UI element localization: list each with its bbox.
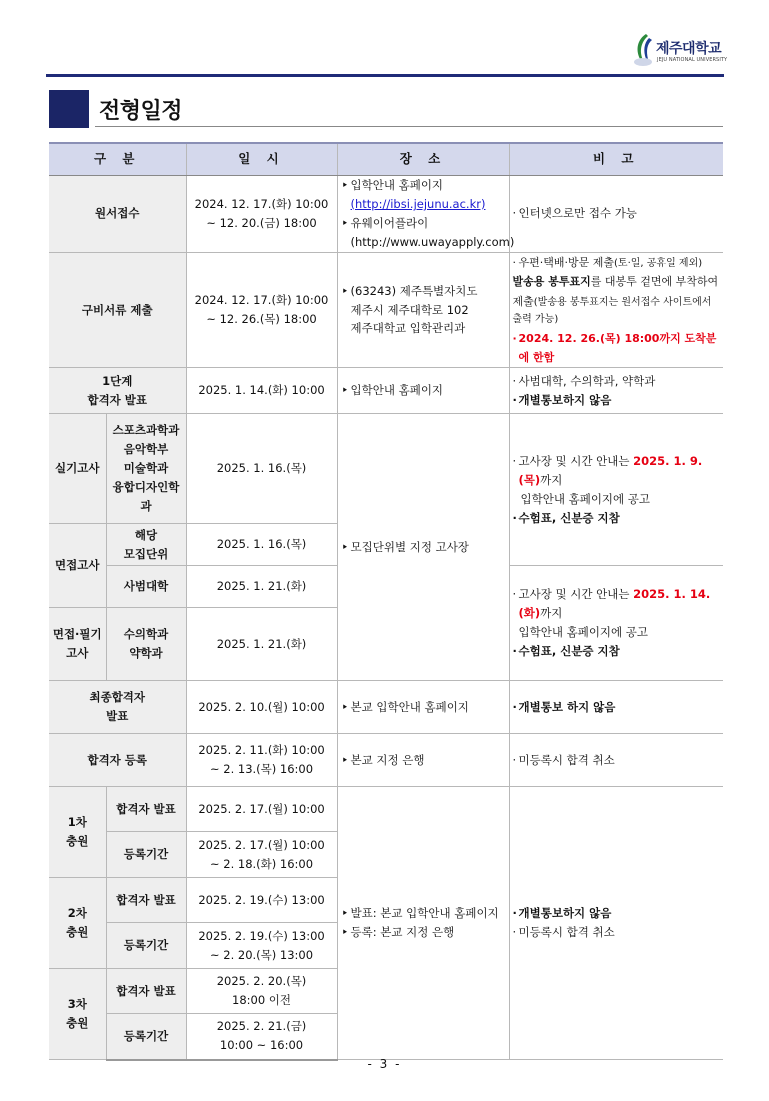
category-cell: 원서접수: [49, 176, 186, 253]
table-row: [49, 414, 723, 524]
uway-url: (http://www.uwayapply.com): [350, 234, 515, 249]
subcategory-cell: 등록기간: [106, 1014, 186, 1060]
page-title: 전형일정: [99, 99, 183, 124]
table-row: [49, 787, 723, 832]
date-cell: 2025. 2. 11.(화) 10:00 ~ 2. 13.(목) 16:00: [186, 734, 337, 787]
date-cell: 2025. 1. 21.(화): [186, 608, 337, 681]
subcategory-cell: 합격자 발표: [106, 878, 186, 923]
table-row: [49, 734, 723, 787]
subcategory-cell: 등록기간: [106, 832, 186, 878]
category-cell: 1차 충원: [49, 787, 106, 878]
subcategory-cell: 합격자 발표: [106, 969, 186, 1014]
note-cell: · 개별통보 하지 않음: [509, 681, 723, 734]
place-cell: ‣ 발표: 본교 입학안내 홈페이지 ‣ 등록: 본교 지정 은행: [337, 787, 509, 1060]
note-cell: · 고사장 및 시간 안내는 2025. 1. 14.(화)까지 입학안내 홈페이지에 공고 · 수험표, 신분증 지참: [509, 566, 723, 681]
subcategory-cell: 수의학과 약학과: [106, 608, 186, 681]
category-cell: 최종합격자 발표: [49, 681, 186, 734]
category-cell: 실기고사: [49, 414, 106, 524]
date-cell: 2025. 2. 21.(금) 10:00 ~ 16:00: [186, 1014, 337, 1060]
date-cell: 2025. 2. 17.(월) 10:00: [186, 787, 337, 832]
table-row: [49, 681, 723, 734]
university-name-en: JEJU NATIONAL UNIVERSITY: [657, 57, 728, 63]
date-cell: 2025. 2. 19.(수) 13:00 ~ 2. 20.(목) 13:00: [186, 923, 337, 969]
category-cell: 3차 충원: [49, 969, 106, 1060]
date-cell: 2025. 1. 16.(목): [186, 414, 337, 524]
place-cell: ‣ (63243) 제주특별자치도 제주시 제주대학로 102 제주대학교 입학관리과: [337, 252, 509, 367]
title-marker: [49, 90, 89, 128]
table-row: [49, 176, 723, 253]
header-place: 장 소: [337, 143, 509, 176]
date-cell: 2025. 2. 19.(수) 13:00: [186, 878, 337, 923]
header-rule: [46, 74, 724, 77]
date-cell: 2025. 2. 17.(월) 10:00 ~ 2. 18.(화) 16:00: [186, 832, 337, 878]
note-cell: · 개별통보하지 않음 · 미등록시 합격 취소: [509, 787, 723, 1060]
header-row: [49, 143, 723, 176]
header-datetime: 일 시: [186, 143, 337, 176]
date-cell: 2025. 2. 20.(목) 18:00 이전: [186, 969, 337, 1014]
subcategory-cell: 합격자 발표: [106, 787, 186, 832]
date-cell: 2024. 12. 17.(화) 10:00 ~ 12. 20.(금) 18:00: [186, 176, 337, 253]
note-cell: · 우편·택배·방문 제출(토·일, 공휴일 제외) 발송용 봉투표지를 대봉투 겉면에 부착하여 제출(발송용 봉투표지는 원서접수 사이트에서 출력 가능) · 2024. 12. 26.(목) 18:00까지 도착분에 한함: [509, 252, 723, 367]
subcategory-cell: 등록기간: [106, 923, 186, 969]
subcategory-cell: 해당 모집단위: [106, 524, 186, 566]
page-number: - 3 -: [367, 1057, 402, 1071]
place-cell: ‣ 본교 입학안내 홈페이지: [337, 681, 509, 734]
note-cell: · 미등록시 합격 취소: [509, 734, 723, 787]
category-cell: 면접·필기 고사: [49, 608, 106, 681]
schedule-table: [49, 142, 723, 1061]
date-cell: 2025. 1. 14.(화) 10:00: [186, 368, 337, 414]
subcategory-cell: 사범대학: [106, 566, 186, 608]
date-cell: 2024. 12. 17.(화) 10:00 ~ 12. 26.(목) 18:00: [186, 252, 337, 367]
header-category: 구 분: [49, 143, 186, 176]
note-cell: · 인터넷으로만 접수 가능: [509, 176, 723, 253]
note-cell: · 사범대학, 수의학과, 약학과 · 개별통보하지 않음: [509, 368, 723, 414]
note-cell: · 고사장 및 시간 안내는 2025. 1. 9.(목)까지 입학안내 홈페이지에 공고 · 수험표, 신분증 지참: [509, 414, 723, 566]
deadline-notice: · 2024. 12. 26.(목) 18:00까지 도착분에 한함: [513, 329, 721, 368]
category-cell: 합격자 등록: [49, 734, 186, 787]
category-cell: 구비서류 제출: [49, 252, 186, 367]
place-cell: ‣ 입학안내 홈페이지 (http://ibsi.jejunu.ac.kr) ‣ 유웨이어플라이 (http://www.uwayapply.com): [337, 176, 509, 253]
university-logo: [632, 33, 727, 69]
date-cell: 2025. 1. 16.(목): [186, 524, 337, 566]
place-cell: ‣ 본교 지정 은행: [337, 734, 509, 787]
university-name: 제주대학교: [656, 41, 722, 57]
category-cell: 2차 충원: [49, 878, 106, 969]
header-note: 비 고: [509, 143, 723, 176]
subcategory-cell: 스포츠과학과 음악학부 미술학과 융합디자인학과: [106, 414, 186, 524]
title-underline: [95, 126, 723, 127]
university-emblem-icon: [632, 33, 654, 67]
date-cell: 2025. 1. 21.(화): [186, 566, 337, 608]
table-row: [49, 368, 723, 414]
place-cell: ‣ 모집단위별 지정 고사장: [337, 414, 509, 681]
category-cell: 면접고사: [49, 524, 106, 608]
category-cell: 1단계 합격자 발표: [49, 368, 186, 414]
admission-site-link[interactable]: (http://ibsi.jejunu.ac.kr): [350, 196, 486, 211]
date-cell: 2025. 2. 10.(월) 10:00: [186, 681, 337, 734]
table-row: [49, 252, 723, 367]
place-cell: ‣ 입학안내 홈페이지: [337, 368, 509, 414]
